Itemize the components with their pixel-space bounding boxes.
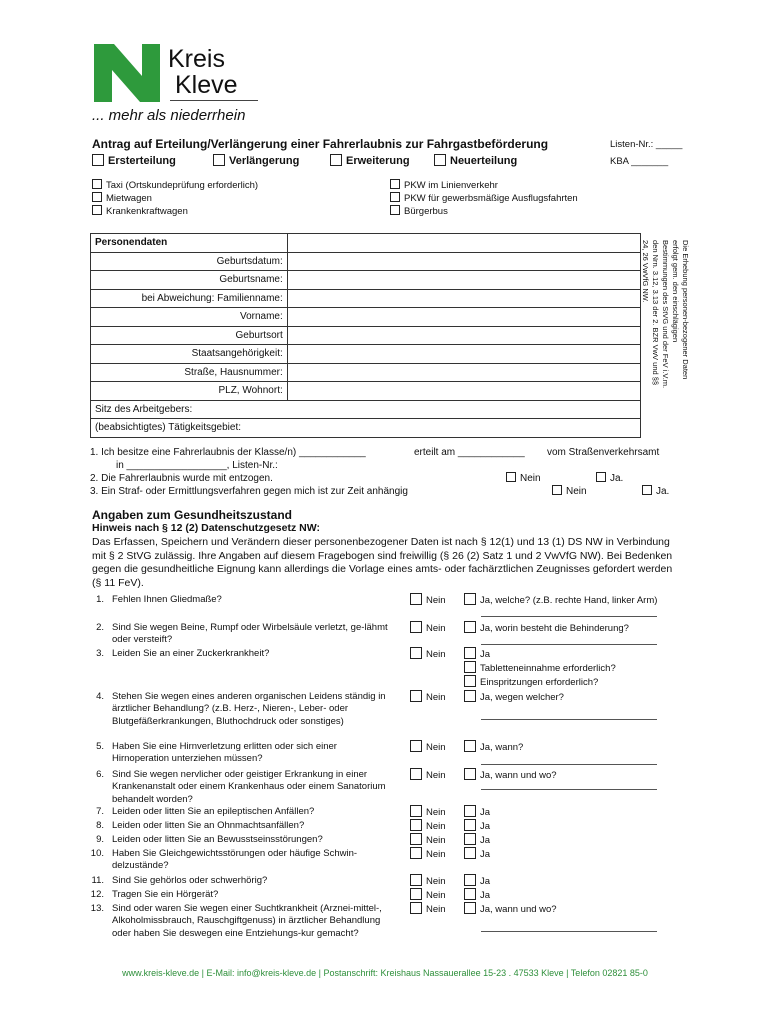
question-number: 4. [96, 691, 104, 702]
option-label: Nein [520, 473, 541, 484]
type-option-erweiterung[interactable] [330, 154, 410, 167]
logo-rule [170, 100, 258, 101]
answer-nein[interactable] [410, 833, 446, 846]
option-label: Nein [426, 692, 446, 703]
checkbox[interactable] [410, 805, 422, 817]
field-label: bei Abweichung: Familienname: [91, 289, 288, 308]
option-label: Nein [426, 821, 446, 832]
option-label: Nein [426, 849, 446, 860]
strasse-input[interactable] [287, 363, 640, 382]
slogan: ... mehr als niederrhein [92, 107, 246, 124]
answer-sub-option[interactable] [464, 661, 616, 676]
answer-nein[interactable] [410, 888, 446, 901]
answer-nein[interactable] [410, 647, 446, 660]
checkbox[interactable] [92, 192, 102, 202]
option-label: Ja, wann und wo? [480, 904, 557, 915]
option-label: Ja [480, 890, 491, 901]
option-label: Nein [566, 486, 587, 497]
checkbox[interactable] [92, 154, 104, 166]
vehicle-label: Mietwagen [106, 193, 152, 204]
checkbox[interactable] [464, 740, 476, 752]
personal-data-table [90, 233, 641, 438]
checkbox[interactable] [410, 888, 422, 900]
answer-ja[interactable] [464, 874, 490, 889]
checkbox[interactable] [464, 819, 476, 831]
option-label: Ja [480, 849, 491, 860]
checkbox[interactable] [410, 647, 422, 659]
answer-ja[interactable] [464, 847, 490, 862]
option-label: Nein [426, 890, 446, 901]
checkbox[interactable] [390, 205, 400, 215]
answer-line[interactable] [481, 764, 657, 765]
question-number: 6. [96, 769, 104, 780]
option-label: Ja, wegen welcher? [480, 692, 564, 703]
type-label: Ersterteilung [108, 155, 176, 167]
vehicle-taxi[interactable] [92, 179, 258, 191]
license-2-ja[interactable] [596, 472, 623, 484]
checkbox[interactable] [410, 819, 422, 831]
type-label: Neuerteilung [450, 155, 518, 167]
option-label: Nein [426, 623, 446, 634]
option-label: Ja [480, 821, 491, 832]
footer-contact: www.kreis-kleve.de | E-Mail: info@kreis-kleve.de | Postanschrift: Kreishaus Nassauerallee 15-23 . 47533 Kleve | Telefon 02821 85-0 [122, 968, 648, 978]
vehicle-linienverkehr[interactable] [390, 179, 498, 191]
checkbox[interactable] [506, 472, 516, 482]
field-label: Geburtsort [91, 326, 288, 345]
checkbox[interactable] [410, 593, 422, 605]
type-option-neuerteilung[interactable] [434, 154, 517, 167]
license-line-1b: erteilt am ____________ [414, 447, 525, 458]
geburtsdatum-input[interactable] [287, 252, 640, 271]
option-label: Ja, worin besteht die Behinderung? [480, 623, 629, 634]
option-label: Ja [480, 835, 491, 846]
type-label: Verlängerung [229, 155, 300, 167]
answer-nein[interactable] [410, 902, 446, 915]
side-note-text: Die Erhebung personen-bezogener Daten erfolgt gem. den einschlägigen Bestimmungen des StVG und der FeV i.V.m. den Nrn. 3.12, 3.13 der 2. BZR VwV und §§ 24, 26 VwVfG NW. [641, 240, 690, 389]
question-number: 9. [96, 834, 104, 845]
option-label: Ja [480, 807, 491, 818]
question-number: 2. [96, 622, 104, 633]
checkbox[interactable] [213, 154, 225, 166]
employer-field[interactable]: Sitz des Arbeitgebers: [91, 400, 641, 419]
answer-ja[interactable] [464, 902, 557, 917]
option-label: Nein [426, 876, 446, 887]
option-label: Nein [426, 835, 446, 846]
answer-ja[interactable] [464, 833, 490, 848]
checkbox[interactable] [464, 661, 476, 673]
option-label: Tabletteneinnahme erforderlich? [480, 663, 616, 674]
answer-nein[interactable] [410, 621, 446, 634]
question-number: 3. [96, 648, 104, 659]
answer-nein[interactable] [410, 819, 446, 832]
logo-text-kreis: Kreis [168, 45, 225, 73]
checkbox[interactable] [552, 485, 562, 495]
checkbox[interactable] [464, 888, 476, 900]
option-label: Ja, welche? (z.B. rechte Hand, linker Arm) [480, 595, 658, 606]
checkbox[interactable] [410, 690, 422, 702]
answer-sub-option[interactable] [464, 675, 598, 690]
personal-data-header: Personendaten [91, 234, 288, 253]
checkbox[interactable] [464, 874, 476, 886]
option-label: Ja. [610, 473, 624, 484]
checkbox[interactable] [464, 593, 476, 605]
question-number: 7. [96, 806, 104, 817]
checkbox[interactable] [464, 833, 476, 845]
question-number: 10. [90, 848, 104, 859]
answer-nein[interactable] [410, 847, 446, 860]
checkbox[interactable] [92, 179, 102, 189]
checkbox[interactable] [410, 768, 422, 780]
vehicle-label: Taxi (Ortskundeprüfung erforderlich) [106, 180, 259, 191]
option-label: Ja, wann? [480, 742, 524, 753]
checkbox[interactable] [464, 902, 476, 914]
question-text: Sind oder waren Sie wegen einer Suchtkrankheit (Arznei-mittel-, Alkoholmissbrauch, Rauschgiftgenuss) in ärztlicher Behandlung oder haben Sie deswegen eine Entziehungs-kur gemacht? [112, 903, 382, 939]
vehicle-buergerbus[interactable] [390, 205, 448, 217]
field-label: Staatsangehörigkeit: [91, 345, 288, 364]
question-number: 11. [91, 875, 104, 886]
answer-ja[interactable] [464, 740, 523, 755]
license-line-3: 3. Ein Straf- oder Ermittlungsverfahren gegen mich ist zur Zeit anhängig [90, 486, 408, 497]
checkbox[interactable] [464, 847, 476, 859]
option-label: Ja, wann und wo? [480, 770, 557, 781]
license-3-nein[interactable] [552, 485, 587, 497]
option-label: Nein [426, 770, 446, 781]
checkbox[interactable] [596, 472, 606, 482]
vehicle-krankenkraftwagen[interactable] [92, 205, 188, 217]
option-label: Ja [480, 649, 491, 660]
license-line-2: 2. Die Fahrerlaubnis wurde mit entzogen. [90, 473, 273, 484]
question-text: Fehlen Ihnen Gliedmaße? [112, 594, 222, 605]
plz-wohnort-input[interactable] [287, 382, 640, 401]
option-label: Nein [426, 649, 446, 660]
answer-ja[interactable] [464, 647, 490, 662]
answer-ja[interactable] [464, 888, 490, 903]
field-label: PLZ, Wohnort: [91, 382, 288, 401]
checkbox[interactable] [464, 690, 476, 702]
listen-nr: Listen-Nr.: _____ [610, 139, 683, 150]
option-label: Ja [480, 876, 491, 887]
answer-ja[interactable] [464, 690, 564, 705]
answer-ja[interactable] [464, 621, 629, 636]
question-text: Haben Sie eine Hirnverletzung erlitten oder sich einer Hirnoperation unterziehen müssen? [112, 741, 337, 765]
answer-nein[interactable] [410, 874, 446, 887]
type-option-verlaengerung[interactable] [213, 154, 299, 167]
license-3-ja[interactable] [642, 485, 669, 497]
question-text: Haben Sie Gleichgewichtsstörungen oder häufige Schwin-delzustände? [112, 848, 358, 872]
type-label: Erweiterung [346, 155, 410, 167]
option-label: Einspritzungen erforderlich? [480, 677, 599, 688]
answer-ja[interactable] [464, 593, 657, 608]
logo-mark-icon [92, 42, 162, 104]
field-label: Straße, Hausnummer: [91, 363, 288, 382]
geburtsort-input[interactable] [287, 326, 640, 345]
question-text: Tragen Sie ein Hörgerät? [112, 889, 219, 900]
answer-line[interactable] [481, 789, 657, 790]
answer-ja[interactable] [464, 805, 490, 820]
health-subheading: Hinweis nach § 12 (2) Datenschutzgesetz NW: [92, 522, 320, 534]
license-line-1d: in __________________, Listen-Nr.: [116, 460, 278, 471]
checkbox[interactable] [330, 154, 342, 166]
geburtsname-input[interactable] [287, 271, 640, 290]
question-text: Sind Sie wegen Beine, Rumpf oder Wirbelsäule verletzt, ge-lähmt oder versteift? [112, 622, 388, 646]
vehicle-label: Krankenkraftwagen [106, 206, 188, 217]
checkbox[interactable] [464, 675, 476, 687]
checkbox[interactable] [390, 192, 400, 202]
type-option-ersterteilung[interactable] [92, 154, 176, 167]
option-label: Nein [426, 904, 446, 915]
vorname-input[interactable] [287, 308, 640, 327]
vehicle-ausflugsfahrten[interactable] [390, 192, 578, 204]
health-intro: Das Erfassen, Speichern und Verändern dieser personenbezogener Daten ist nach § 12(1) und 13 (1) DS NW in Verbindung mit § 2 StVG zulässig. Ihre Angaben auf diesem Fragebogen sind freiwillig (§ 26 (2) Satz 1 und 2 VwVfG NW). Bei Bedenken gegen die gesundheitliche Eignung kann allerdings die Vorlage eines amts- oder fachärztlichen Zeugnisses gefordert werden (§ 11 FeV). [92, 536, 673, 589]
question-text: Stehen Sie wegen eines anderen organischen Leidens ständig in ärztlicher Behandlung? (z.B. Herz-, Nieren-, Leber- oder Blutgefäßerkrankungen, Bluthochdruck oder sonstiges) [112, 691, 386, 727]
staatsangehoerigkeit-input[interactable] [287, 345, 640, 364]
answer-ja[interactable] [464, 768, 557, 783]
checkbox[interactable] [410, 902, 422, 914]
checkbox[interactable] [464, 768, 476, 780]
option-label: Nein [426, 595, 446, 606]
answer-line[interactable] [481, 616, 657, 617]
option-label: Ja. [656, 486, 670, 497]
question-text: Leiden oder litten Sie an Ohnmachtsanfällen? [112, 820, 305, 831]
familienname-input[interactable] [287, 289, 640, 308]
kba-field: KBA _______ [610, 156, 669, 167]
checkbox[interactable] [390, 179, 400, 189]
question-text: Sind Sie wegen nervlicher oder geistiger Erkrankung in einer Krankenanstalt oder einem Krankenhaus oder einem Sanatorium behandelt worden? [112, 769, 386, 805]
answer-nein[interactable] [410, 740, 446, 753]
answer-line[interactable] [481, 644, 657, 645]
field-label: Geburtsdatum: [91, 252, 288, 271]
license-2-nein[interactable] [506, 472, 541, 484]
vehicle-mietwagen[interactable] [92, 192, 152, 204]
vehicle-label: PKW für gewerbsmäßige Ausflugsfahrten [404, 193, 578, 204]
answer-line[interactable] [481, 719, 657, 720]
health-heading: Angaben zum Gesundheitszustand [92, 508, 293, 522]
checkbox[interactable] [410, 621, 422, 633]
question-number: 12. [90, 889, 104, 900]
question-text: Leiden oder litten Sie an Bewusstseinsstörungen? [112, 834, 323, 845]
question-number: 5. [96, 741, 104, 752]
question-number: 8. [96, 820, 104, 831]
license-line-1c: vom Straßenverkehrsamt [547, 447, 660, 458]
option-label: Nein [426, 807, 446, 818]
checkbox[interactable] [410, 833, 422, 845]
answer-ja[interactable] [464, 819, 490, 834]
field-label: Vorname: [91, 308, 288, 327]
vehicle-label: Bürgerbus [404, 206, 448, 217]
vehicle-label: PKW im Linienverkehr [404, 180, 498, 191]
field-label: Geburtsname: [91, 271, 288, 290]
question-text: Leiden Sie an einer Zuckerkrankheit? [112, 648, 270, 659]
checkbox[interactable] [642, 485, 652, 495]
question-number: 13. [90, 903, 104, 914]
checkbox[interactable] [464, 621, 476, 633]
checkbox[interactable] [434, 154, 446, 166]
question-number: 1. [96, 594, 104, 605]
question-text: Leiden oder litten Sie an epileptischen Anfällen? [112, 806, 315, 817]
checkbox[interactable] [464, 647, 476, 659]
logo-text-kleve: Kleve [175, 71, 238, 99]
option-label: Nein [426, 742, 446, 753]
answer-nein[interactable] [410, 690, 446, 703]
header-input[interactable] [287, 234, 640, 253]
question-text: Sind Sie gehörlos oder schwerhörig? [112, 875, 268, 886]
answer-nein[interactable] [410, 768, 446, 781]
checkbox[interactable] [410, 740, 422, 752]
answer-nein[interactable] [410, 805, 446, 818]
answer-nein[interactable] [410, 593, 446, 606]
form-title: Antrag auf Erteilung/Verlängerung einer Fahrerlaubnis zur Fahrgastbeförderung [92, 137, 549, 151]
checkbox[interactable] [410, 847, 422, 859]
license-line-1a: 1. Ich besitze eine Fahrerlaubnis der Klasse/n) ____________ [90, 447, 366, 458]
checkbox[interactable] [464, 805, 476, 817]
checkbox[interactable] [410, 874, 422, 886]
area-field[interactable]: (beabsichtigtes) Tätigkeitsgebiet: [91, 419, 641, 438]
privacy-side-note [642, 240, 690, 390]
answer-line[interactable] [481, 931, 657, 932]
checkbox[interactable] [92, 205, 102, 215]
